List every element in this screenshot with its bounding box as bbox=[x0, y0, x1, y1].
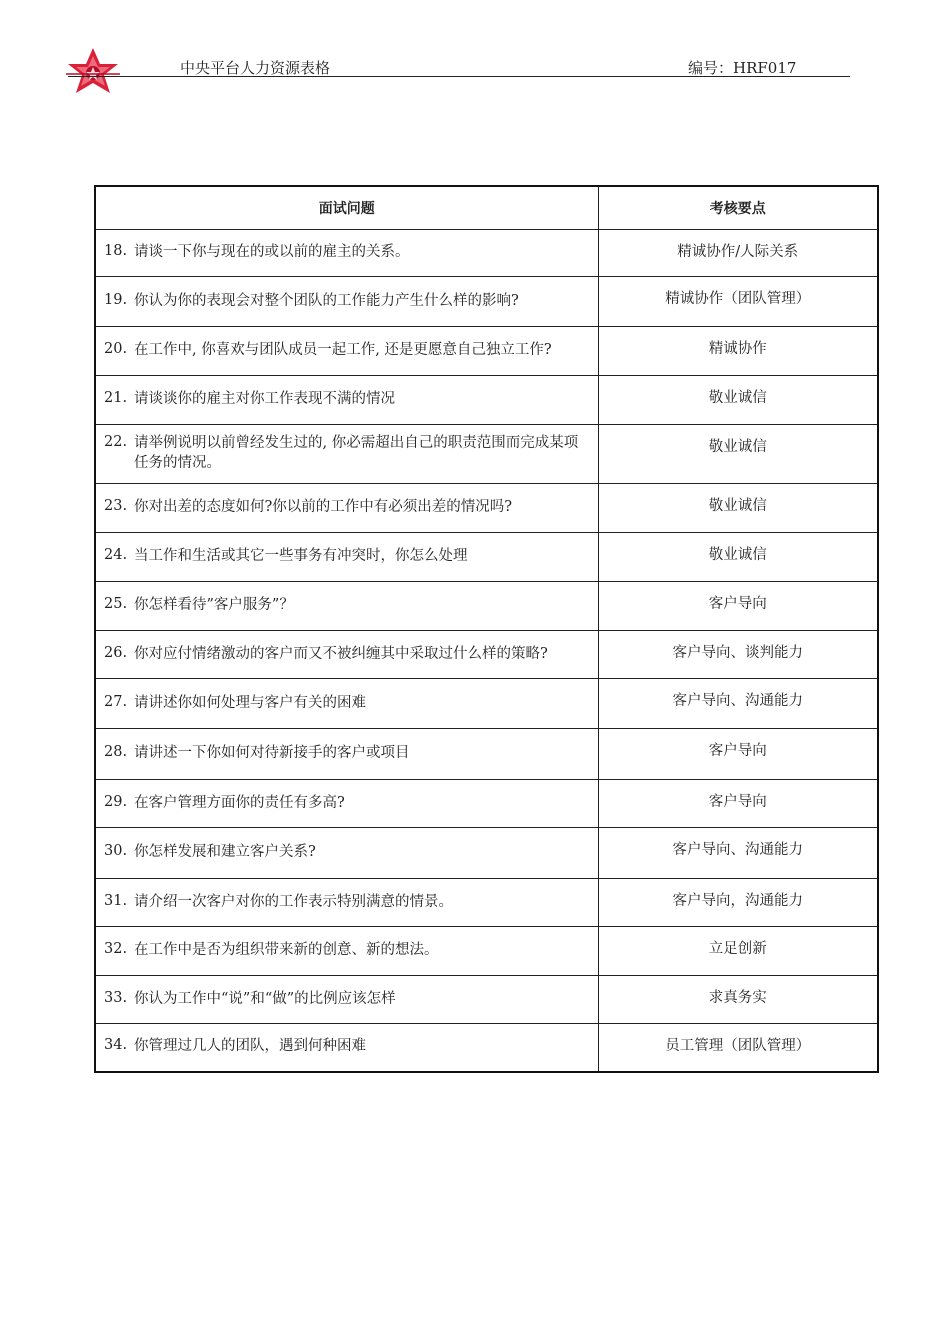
table-row bbox=[95, 484, 878, 533]
assessment-point: 客户导向，沟通能力 bbox=[598, 879, 878, 927]
question-number: 20. bbox=[104, 341, 128, 358]
question-text: 请讲述一下你如何对待新接手的客户或项目 bbox=[134, 745, 410, 762]
question-cell bbox=[95, 679, 598, 729]
question-text: 请谈一下你与现在的或以前的雇主的关系。 bbox=[134, 244, 410, 261]
question-cell bbox=[95, 879, 598, 927]
assessment-point: 敬业诚信 bbox=[598, 425, 878, 484]
question-cell bbox=[95, 828, 598, 879]
assessment-point: 敬业诚信 bbox=[598, 533, 878, 582]
table-row bbox=[95, 729, 878, 780]
column-header-question: 面试问题 bbox=[95, 186, 598, 230]
question-text: 请谈谈你的雇主对你工作表现不满的情况 bbox=[134, 391, 395, 408]
question-number: 31. bbox=[104, 892, 128, 909]
assessment-point: 客户导向 bbox=[598, 729, 878, 780]
column-header-point: 考核要点 bbox=[598, 186, 878, 230]
question-text: 你对出差的态度如何?你以前的工作中有必须出差的情况吗? bbox=[134, 499, 513, 516]
question-number: 30. bbox=[104, 843, 128, 860]
table-row bbox=[95, 327, 878, 376]
question-number: 33. bbox=[104, 989, 128, 1006]
question-number: 18. bbox=[104, 243, 128, 260]
assessment-point: 求真务实 bbox=[598, 976, 878, 1024]
question-number: 27. bbox=[104, 693, 128, 710]
assessment-point: 客户导向、谈判能力 bbox=[598, 631, 878, 679]
table-row bbox=[95, 927, 878, 976]
question-cell bbox=[95, 927, 598, 976]
question-cell bbox=[95, 729, 598, 780]
table-row bbox=[95, 533, 878, 582]
table-row bbox=[95, 277, 878, 327]
assessment-point: 客户导向 bbox=[598, 582, 878, 631]
question-cell bbox=[95, 327, 598, 376]
assessment-point: 客户导向 bbox=[598, 780, 878, 828]
assessment-point: 精诚协作（团队管理） bbox=[598, 277, 878, 327]
table-row bbox=[95, 828, 878, 879]
table-row bbox=[95, 976, 878, 1024]
assessment-point: 精诚协作 bbox=[598, 327, 878, 376]
table-row bbox=[95, 780, 878, 828]
question-text: 你管理过几人的团队，遇到何种困难 bbox=[134, 1038, 366, 1055]
question-cell bbox=[95, 425, 598, 484]
question-text: 在客户管理方面你的责任有多高? bbox=[134, 794, 345, 811]
header-divider bbox=[68, 76, 850, 77]
question-number: 34. bbox=[104, 1037, 128, 1054]
table-row bbox=[95, 425, 878, 484]
table-row bbox=[95, 631, 878, 679]
assessment-point: 客户导向、沟通能力 bbox=[598, 679, 878, 729]
interview-question-table bbox=[94, 185, 879, 1073]
question-number: 29. bbox=[104, 793, 128, 810]
question-cell bbox=[95, 582, 598, 631]
question-text: 请讲述你如何处理与客户有关的困难 bbox=[134, 694, 366, 711]
question-text: 你怎样看待”客户服务”？ bbox=[134, 597, 294, 614]
question-cell bbox=[95, 277, 598, 327]
question-text: 请举例说明以前曾经发生过的, 你必需超出自己的职责范围而完成某项任务的情况。 bbox=[134, 435, 579, 471]
assessment-point: 立足创新 bbox=[598, 927, 878, 976]
question-cell bbox=[95, 631, 598, 679]
question-cell bbox=[95, 484, 598, 533]
table-row bbox=[95, 1024, 878, 1072]
table-row bbox=[95, 879, 878, 927]
question-number: 22. bbox=[104, 434, 128, 451]
question-number: 19. bbox=[104, 291, 128, 308]
question-text: 当工作和生活或其它一些事务有冲突时，你怎么处理 bbox=[134, 548, 468, 565]
assessment-point: 员工管理（团队管理） bbox=[598, 1024, 878, 1072]
table-row bbox=[95, 376, 878, 425]
question-text: 在工作中, 你喜欢与团队成员一起工作, 还是更愿意自己独立工作? bbox=[134, 342, 552, 359]
question-cell bbox=[95, 1024, 598, 1072]
assessment-point: 客户导向、沟通能力 bbox=[598, 828, 878, 879]
question-text: 在工作中是否为组织带来新的创意、新的想法。 bbox=[134, 942, 439, 959]
red-star-emblem-icon bbox=[64, 46, 122, 102]
question-text: 你对应付情绪激动的客户而又不被纠缠其中采取过什么样的策略? bbox=[134, 645, 548, 662]
question-text: 你认为工作中“说”和“做”的比例应该怎样 bbox=[134, 990, 396, 1007]
question-cell bbox=[95, 533, 598, 582]
question-text: 你怎样发展和建立客户关系? bbox=[134, 844, 316, 861]
question-text: 请介绍一次客户对你的工作表示特别满意的情景。 bbox=[134, 893, 453, 910]
question-cell bbox=[95, 230, 598, 277]
question-number: 24. bbox=[104, 547, 128, 564]
assessment-point: 精诚协作/人际关系 bbox=[598, 230, 878, 277]
table-row bbox=[95, 582, 878, 631]
question-number: 25. bbox=[104, 596, 128, 613]
assessment-point: 敬业诚信 bbox=[598, 484, 878, 533]
assessment-point: 敬业诚信 bbox=[598, 376, 878, 425]
question-cell bbox=[95, 780, 598, 828]
question-cell bbox=[95, 976, 598, 1024]
table-row bbox=[95, 679, 878, 729]
question-number: 23. bbox=[104, 498, 128, 515]
table-row bbox=[95, 230, 878, 277]
form-title: 中央平台人力资源表格 bbox=[180, 59, 331, 77]
question-number: 28. bbox=[104, 744, 128, 761]
question-text: 你认为你的表现会对整个团队的工作能力产生什么样的影响? bbox=[134, 292, 519, 309]
question-number: 26. bbox=[104, 644, 128, 661]
question-cell bbox=[95, 376, 598, 425]
question-number: 32. bbox=[104, 941, 128, 958]
form-code: 编号：HRF017 bbox=[688, 59, 797, 77]
question-number: 21. bbox=[104, 390, 128, 407]
table-header-row bbox=[95, 186, 878, 230]
